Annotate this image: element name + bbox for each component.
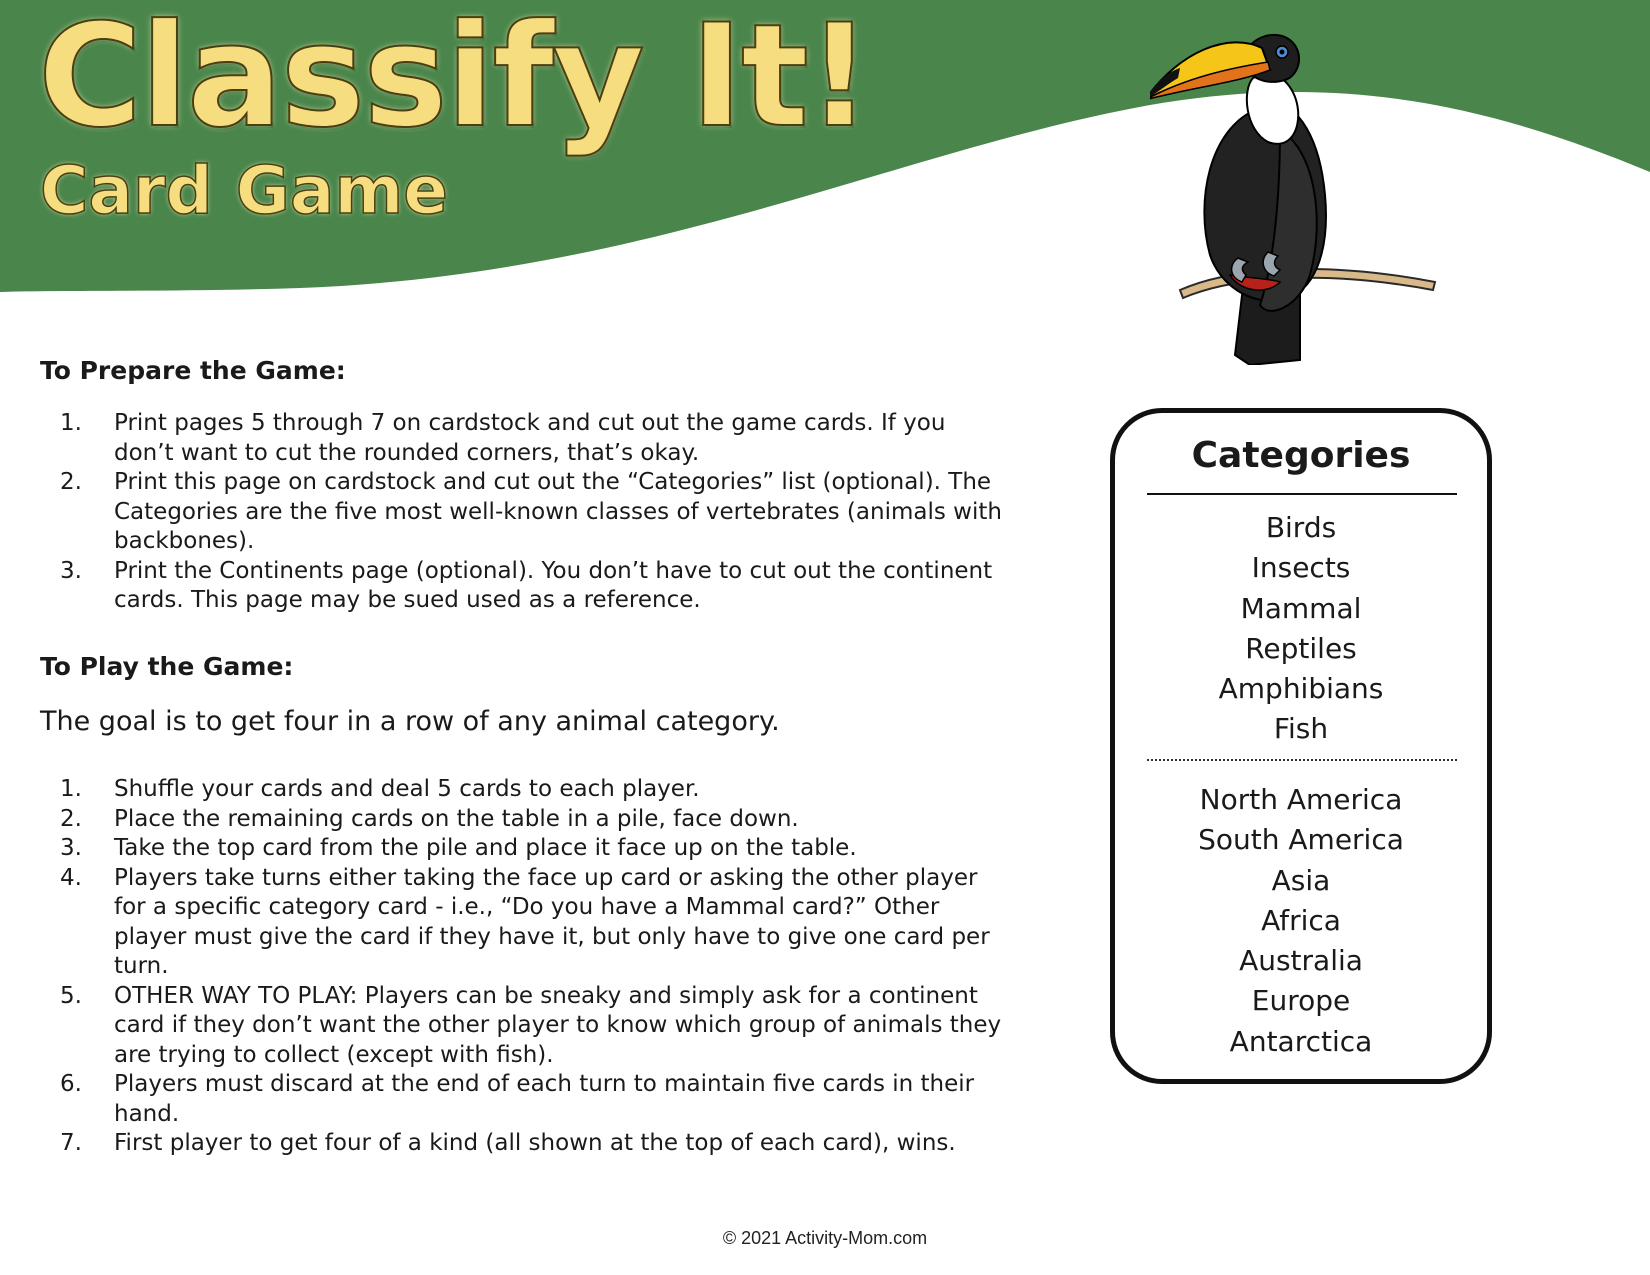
list-item <box>40 982 1010 1071</box>
list-item: Reptiles <box>1245 631 1357 665</box>
list-item: Asia <box>1271 863 1331 897</box>
step-number: 2. <box>60 469 82 495</box>
step-number: 3. <box>60 835 82 861</box>
step-text: Print pages 5 through 7 on cardstock and cut out the game cards. If you don’t want to cut the rounded corners, that’s okay. <box>114 410 946 466</box>
step-text: Print the Continents page (optional). You don’t have to cut out the continent cards. This page may be sued used as a reference. <box>114 557 993 613</box>
step-text: Players take turns either taking the face up card or asking the other player for a specific category card - i.e., “Do you have a Mammal card?” Other player must give the card if they have it, but only have to give one card per turn. <box>114 864 990 979</box>
animal-classes-list <box>1115 508 1487 750</box>
list-item: Europe <box>1251 984 1351 1018</box>
dotted-divider <box>1147 759 1457 761</box>
title-divider <box>1147 493 1457 495</box>
list-item <box>40 864 1010 982</box>
step-number: 5. <box>60 982 82 1009</box>
list-item: Antarctica <box>1229 1024 1373 1058</box>
list-item: South America <box>1198 823 1404 857</box>
list-item: North America <box>1199 783 1403 816</box>
list-item: Mammal <box>1240 591 1362 625</box>
list-item <box>40 409 1010 468</box>
list-item: Insects <box>1251 551 1351 585</box>
step-text: Shuffle your cards and deal 5 cards to each player. <box>114 776 700 802</box>
step-number: 1. <box>60 776 82 802</box>
page-subtitle: Card Game <box>40 152 448 229</box>
page-title: Classify It! <box>38 0 870 159</box>
step-number: 7. <box>60 1130 82 1156</box>
categories-card <box>1110 408 1492 1084</box>
copyright-footer: © 2021 Activity-Mom.com <box>722 1228 928 1248</box>
step-text: OTHER WAY TO PLAY: Players can be sneaky and simply ask for a continent card if they don’t want the other player to know which group of animals they are trying to collect (except with fish). <box>114 982 1002 1068</box>
toucan-on-branch-icon <box>1150 20 1440 365</box>
list-item <box>40 834 1010 864</box>
list-item <box>40 468 1010 557</box>
prepare-steps-list <box>40 409 1010 616</box>
list-item <box>40 1129 1010 1159</box>
list-item: Amphibians <box>1218 672 1384 706</box>
continents-list <box>1115 780 1487 1062</box>
step-text: First player to get four of a kind (all shown at the top of each card), wins. <box>114 1130 956 1156</box>
list-item <box>40 775 1010 805</box>
categories-title: Categories <box>1191 435 1411 476</box>
step-text: Take the top card from the pile and place it face up on the table. <box>114 835 857 861</box>
play-heading: To Play the Game: <box>40 652 294 681</box>
goal-statement: The goal is to get four in a row of any animal category. <box>40 706 780 737</box>
play-steps-list <box>40 775 1010 1159</box>
prepare-heading: To Prepare the Game: <box>40 356 346 385</box>
list-item <box>40 557 1010 616</box>
step-number: 6. <box>60 1071 82 1097</box>
list-item <box>40 805 1010 835</box>
list-item: Birds <box>1265 511 1337 544</box>
list-item <box>40 1070 1010 1129</box>
step-number: 2. <box>60 805 82 832</box>
step-number: 4. <box>60 864 82 891</box>
list-item: Africa <box>1261 903 1341 937</box>
step-text: Print this page on cardstock and cut out the “Categories” list (optional). The Categories are the five most well-known classes of vertebrates (animals with backbones). <box>114 469 1002 554</box>
list-item: Australia <box>1239 944 1363 978</box>
step-text: Players must discard at the end of each turn to maintain five cards in their hand. <box>114 1071 975 1127</box>
step-number: 1. <box>60 410 82 436</box>
list-item: Fish <box>1273 712 1329 746</box>
step-number: 3. <box>60 557 82 584</box>
step-text: Place the remaining cards on the table in a pile, face down. <box>114 805 799 832</box>
